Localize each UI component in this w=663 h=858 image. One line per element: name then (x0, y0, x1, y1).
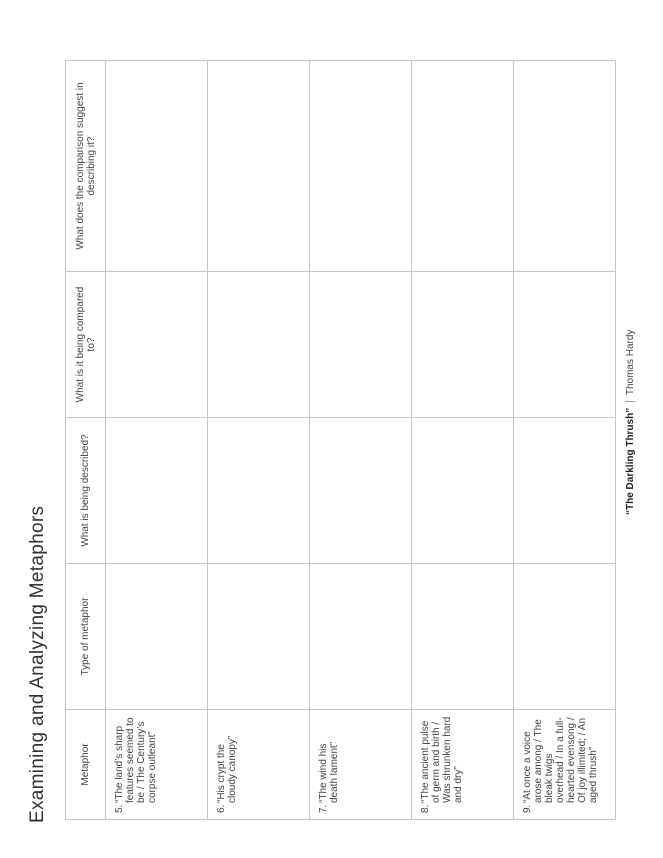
row-number: 8. (420, 804, 431, 813)
row-number: 6. (216, 804, 227, 813)
described-answer-cell[interactable] (310, 418, 412, 564)
table-row (514, 61, 616, 820)
metaphor-cell (310, 710, 412, 820)
table-row (310, 61, 412, 820)
suggest-answer-cell[interactable] (412, 61, 514, 272)
metaphor-text: “The land’s sharp features seemed to be / The Century’s corpse outleant” (114, 717, 158, 803)
suggest-answer-cell[interactable] (514, 61, 616, 272)
poem-author: Thomas Hardy (625, 329, 636, 396)
table-row (208, 61, 310, 820)
table-row (412, 61, 514, 820)
row-number: 7. (318, 804, 329, 813)
metaphor-table (65, 60, 616, 820)
metaphor-text: “At once a voice arose among / The bleak twigs overhead / In a full-hearted evensong / Of joy illimited; / An aged thrush” (522, 717, 599, 803)
compared-answer-cell[interactable] (106, 272, 208, 418)
column-header-metaphor: Metaphor (66, 710, 106, 820)
metaphor-cell (208, 710, 310, 820)
suggest-answer-cell[interactable] (208, 61, 310, 272)
metaphor-cell (106, 710, 208, 820)
metaphor-cell (514, 710, 616, 820)
compared-answer-cell[interactable] (208, 272, 310, 418)
described-answer-cell[interactable] (106, 418, 208, 564)
type-answer-cell[interactable] (310, 564, 412, 710)
described-answer-cell[interactable] (412, 418, 514, 564)
column-header-described: What is being described? (66, 418, 106, 564)
metaphor-text: “The wind his death lament” (318, 741, 340, 803)
page-title: Examining and Analyzing Metaphors (27, 505, 48, 823)
column-header-type: Type of metaphor (66, 564, 106, 710)
column-header-suggest: What does the comparison suggest in describing it? (66, 61, 106, 272)
header-row (66, 61, 106, 820)
poem-title: “The Darkling Thrush” (625, 407, 636, 515)
metaphor-cell (412, 710, 514, 820)
column-header-compared: What is it being compared to? (66, 272, 106, 418)
row-number: 5. (114, 804, 125, 813)
metaphor-text: “His crypt the cloudy canopy” (216, 735, 238, 803)
described-answer-cell[interactable] (208, 418, 310, 564)
row-number: 9. (522, 804, 533, 813)
metaphor-text: “The ancient pulse of germ and birth / Was shrunken hard and dry” (420, 716, 464, 803)
suggest-answer-cell[interactable] (310, 61, 412, 272)
type-answer-cell[interactable] (106, 564, 208, 710)
compared-answer-cell[interactable] (514, 272, 616, 418)
described-answer-cell[interactable] (514, 418, 616, 564)
type-answer-cell[interactable] (514, 564, 616, 710)
type-answer-cell[interactable] (412, 564, 514, 710)
poem-credit (625, 330, 636, 515)
compared-answer-cell[interactable] (412, 272, 514, 418)
type-answer-cell[interactable] (208, 564, 310, 710)
credit-separator: | (625, 400, 636, 403)
table-row (106, 61, 208, 820)
compared-answer-cell[interactable] (310, 272, 412, 418)
suggest-answer-cell[interactable] (106, 61, 208, 272)
